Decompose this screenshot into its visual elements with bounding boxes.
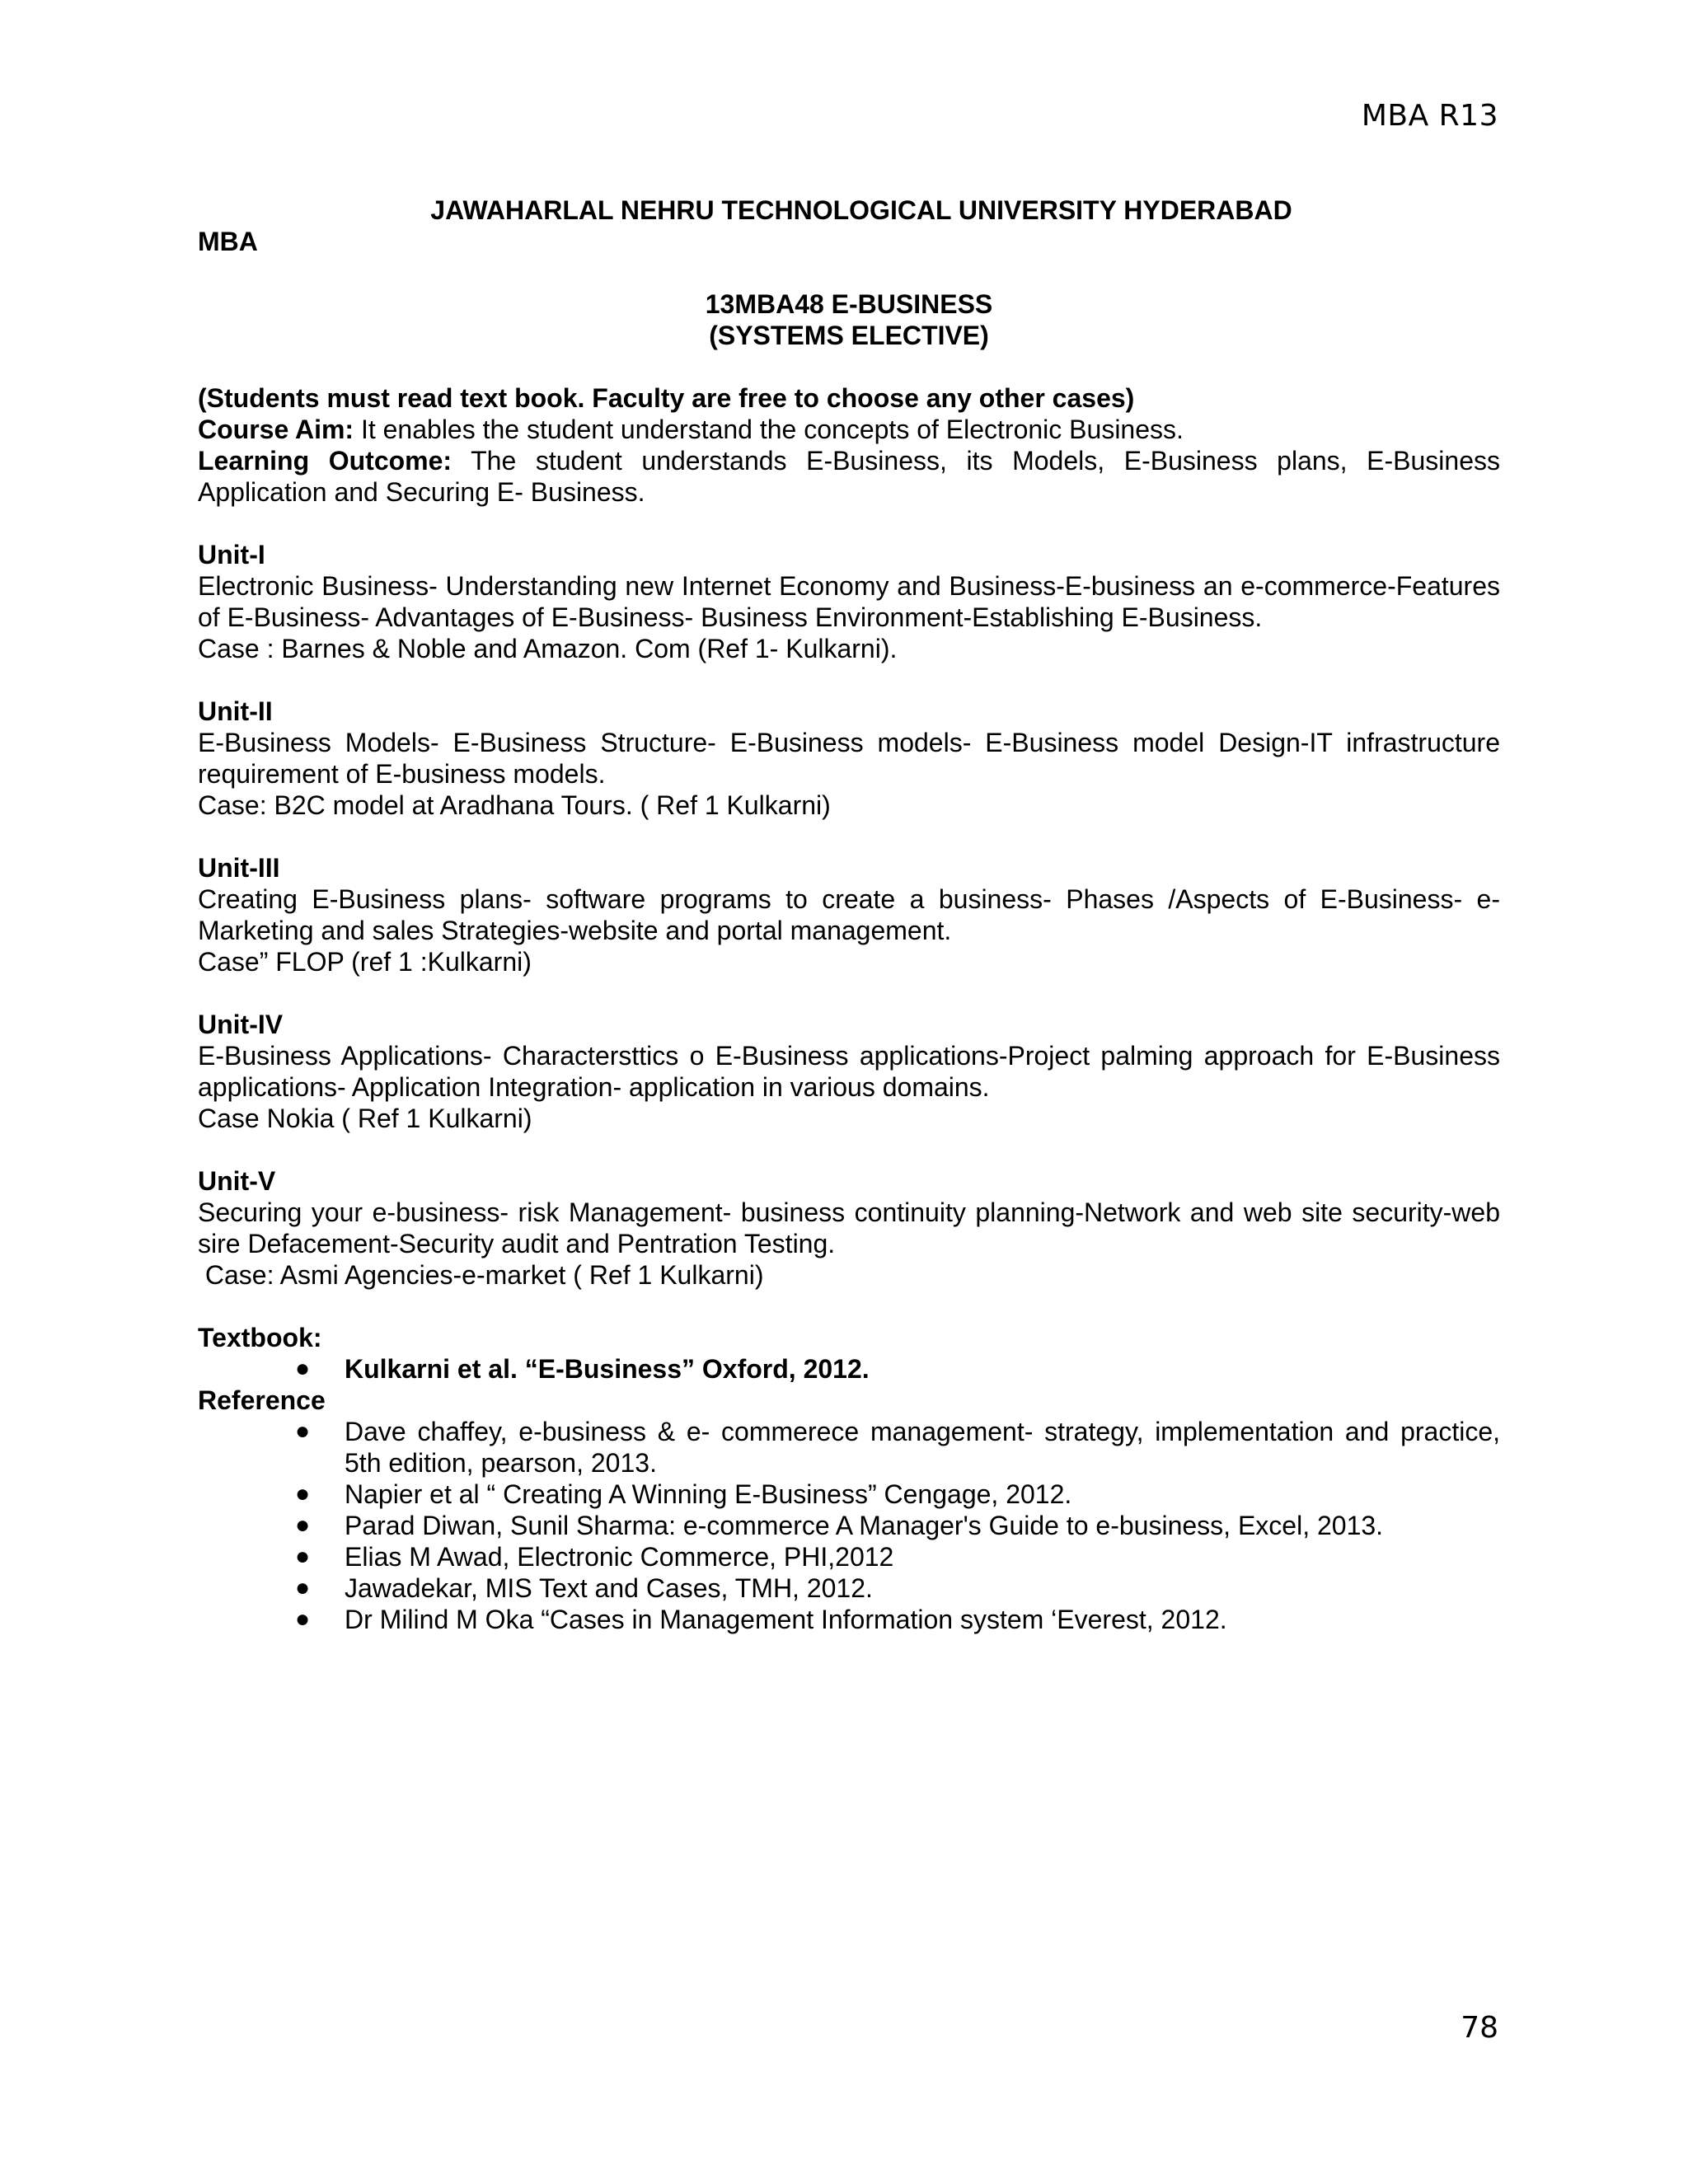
unit-case: Case: B2C model at Aradhana Tours. ( Ref 1 Kulkarni): [198, 790, 831, 820]
reference-item: Dr Milind M Oka “Cases in Management Information system ‘Everest, 2012.: [345, 1605, 1227, 1634]
learning-outcome-text: The student understands E-Business, its Models, E-Business plans, E-Business Application and Securing E- Business.: [198, 446, 1501, 507]
course-title-line2: (SYSTEMS ELECTIVE): [709, 321, 989, 350]
instructions: (Students must read text book. Faculty are free to choose any other cases): [198, 383, 1135, 413]
unit-title: Unit-IV: [198, 1010, 284, 1039]
course-title-line1: 13MBA48 E-BUSINESS: [705, 289, 993, 319]
reference-item: Elias M Awad, Electronic Commerce, PHI,2012: [345, 1542, 894, 1572]
page-number: 78: [1461, 2011, 1498, 2045]
reference-section: [198, 1385, 1500, 1635]
list-item: [198, 1479, 1500, 1510]
course-aim-text: It enables the student understand the concepts of Electronic Business.: [354, 415, 1184, 444]
unit-case: Case: Asmi Agencies-e-market ( Ref 1 Kulkarni): [198, 1260, 764, 1290]
bullet-icon: ●: [295, 1355, 311, 1382]
unit-title: Unit-II: [198, 696, 273, 726]
course-title: [198, 288, 1500, 351]
textbook-section: [198, 1322, 1500, 1385]
unit-title: Unit-V: [198, 1166, 276, 1196]
program-name: MBA: [198, 227, 258, 256]
learning-outcome: [198, 445, 1500, 508]
list-item: [198, 1541, 1500, 1572]
bullet-icon: ●: [295, 1543, 311, 1570]
textbook-list: [198, 1353, 1500, 1385]
textbook-item: Kulkarni et al. “E-Business” Oxford, 2012.: [345, 1354, 870, 1384]
bullet-icon: ●: [295, 1605, 311, 1633]
unit-section: [198, 852, 1500, 977]
reference-item: Jawadekar, MIS Text and Cases, TMH, 2012.: [345, 1573, 873, 1603]
course-aim-label: Course Aim:: [198, 415, 354, 444]
university-name: JAWAHARLAL NEHRU TECHNOLOGICAL UNIVERSITY HYDERABAD: [430, 195, 1292, 225]
reference-item: Napier et al “ Creating A Winning E-Business” Cengage, 2012.: [345, 1479, 1072, 1509]
unit-content: Electronic Business- Understanding new Internet Economy and Business-E-business an e-commerce-Features of E-Business- Advantages of E-Business- Business Environment-Establishing E-Business.: [198, 571, 1500, 632]
bullet-icon: ●: [295, 1480, 311, 1507]
list-item: [198, 1510, 1500, 1541]
textbook-label: Textbook:: [198, 1323, 322, 1352]
list-item: [198, 1572, 1500, 1604]
bullet-icon: ●: [295, 1511, 311, 1539]
course-aim: [198, 414, 1500, 445]
bullet-icon: ●: [295, 1418, 311, 1445]
unit-title: Unit-I: [198, 540, 265, 569]
reference-list: [198, 1416, 1500, 1635]
reference-item: Parad Diwan, Sunil Sharma: e-commerce A Manager's Guide to e-business, Excel, 2013.: [345, 1511, 1384, 1540]
unit-content: E-Business Models- E-Business Structure- E-Business models- E-Business model Design-IT infrastructure requirement of E-business models.: [198, 728, 1500, 789]
unit-section: [198, 696, 1500, 821]
unit-content: E-Business Applications- Charactersttics o E-Business applications-Project palming approach for E-Business applications- Application Integration- application in various domains.: [198, 1041, 1500, 1102]
unit-content: Securing your e-business- risk Management- business continuity planning-Network and web site security-web sire Defacement-Security audit and Pentration Testing.: [198, 1197, 1500, 1258]
reference-item: Dave chaffey, e-business & e- commerece management- strategy, implementation and practice, 5th edition, pearson, 2013.: [345, 1417, 1500, 1478]
unit-section: [198, 1009, 1500, 1134]
unit-section: [198, 539, 1500, 664]
reference-label: Reference: [198, 1385, 326, 1415]
list-item: [198, 1604, 1500, 1635]
unit-content: Creating E-Business plans- software programs to create a business- Phases /Aspects of E-Business- e-Marketing and sales Strategies-website and portal management.: [198, 884, 1500, 945]
learning-outcome-label: Learning Outcome:: [198, 446, 452, 476]
unit-case: Case” FLOP (ref 1 :Kulkarni): [198, 947, 532, 977]
unit-title: Unit-III: [198, 853, 280, 883]
unit-case: Case : Barnes & Noble and Amazon. Com (Ref 1- Kulkarni).: [198, 634, 898, 663]
unit-case: Case Nokia ( Ref 1 Kulkarni): [198, 1104, 532, 1133]
header-course-code: MBA R13: [1361, 99, 1498, 133]
unit-section: [198, 1165, 1500, 1291]
document-body: [198, 194, 1500, 1635]
list-item: [198, 1416, 1500, 1479]
bullet-icon: ●: [295, 1574, 311, 1601]
list-item: [198, 1353, 1500, 1385]
